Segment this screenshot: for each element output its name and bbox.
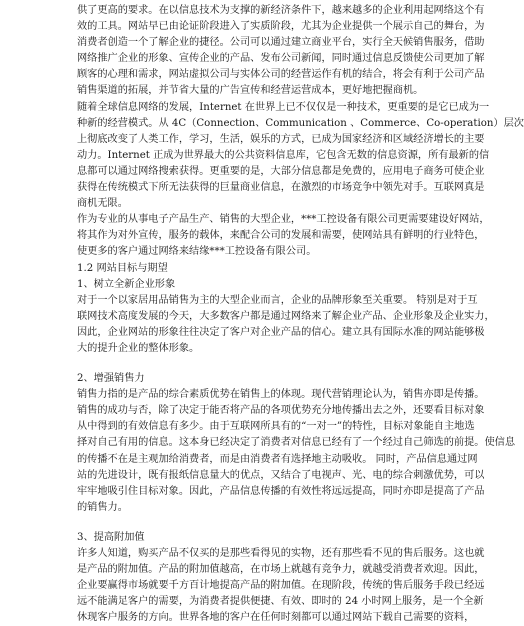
text-line: 息都可以通过网络搜索获得。更重要的是，大部分信息都是免费的，应用电子商务可使企业 [77, 165, 485, 177]
text-line: 牢牢地吸引住目标对象。因此，产品信息传播的有效性将远远提高，同时亦即是提高了产品 [77, 485, 485, 497]
paragraph-block-1 [77, 3, 524, 357]
text-line: 因此，企业网站的形象往往决定了客户对企业产品的信心。建立具有国际水准的网站能够极 [77, 326, 485, 338]
text-line: 站的先进设计，既有报纸信息量大的优点，又结合了电视声、光、电的综合刺激优势，可以 [77, 469, 485, 481]
document-body [77, 3, 524, 626]
text-line: 销售的成功与否，除了决定于能否将产品的各项优势充分地传播出去之外，还要看目标对象 [77, 405, 485, 417]
subsection-heading: 1、树立全新企业形象 [77, 278, 176, 290]
text-line: 企业要赢得市场就要千方百计地提高产品的附加值。在现阶段，传统的售后服务手段已经远 [77, 580, 485, 592]
subsection-heading: 3、提高附加值 [77, 531, 145, 543]
paragraph-block-3 [77, 530, 485, 626]
text-line: 休现客户服务的方向。世界各地的客户在任何时刻都可以通过网站下载自己需要的资料， [77, 612, 475, 624]
section-heading: 1.2 网站目标与期望 [77, 262, 168, 274]
text-line: 的销售力。 [77, 501, 128, 513]
paragraph-block-2 [77, 371, 516, 516]
text-line: 销售力指的是产品的综合素质优势在销售上的体现。现代营销理论认为，销售亦即是传播。 [77, 389, 485, 401]
text-line: 销售渠道的拓展，并节省大量的广告宣传和经营运营成本，更好地把握商机。 [77, 85, 424, 97]
text-line: 供了更高的要求。在以信息技术为支撑的新经济条件下，越来越多的企业利用起网络这个有 [77, 5, 485, 16]
text-line: 作为专业的从事电子产品生产、销售的大型企业，***工控设备有限公司更需要建设好网站， [77, 214, 490, 226]
text-line: 效的工具。网站早已由论证阶段进入了实质阶段，尤其为企业提供一个展示自己的舞台，为 [77, 21, 485, 33]
text-line: 动力。Internet 正成为世界最大的公共资料信息库，它包含无数的信息资源，所有最新的信 [77, 149, 490, 161]
text-line: 从中得到的有效信息有多少。由于互联网所具有的“一对一”的特性，目标对象能自主地选 [77, 421, 475, 433]
text-line: 是产品的附加值。产品的附加值越高，在市场上就越有竞争力，就越受消费者欢迎。因此， [77, 564, 485, 576]
text-line: 联网技术高度发展的今天，大多数客户都是通过网络来了解企业产品、企业形象及企业实力， [77, 310, 495, 322]
paragraph-gap [77, 516, 437, 530]
text-line: 商机无限。 [77, 198, 128, 210]
subsection-heading: 2、增强销售力 [77, 373, 145, 385]
text-line: 种新的经营模式。从 4C（Connection、Communication 、Commerce、Co-operation）层次 [77, 117, 524, 129]
text-line: 使更多的客户通过网络来结缘***工控设备有限公司。 [77, 246, 317, 258]
text-line: 许多人知道，购买产品不仅买的是那些看得见的实物，还有那些看不见的售后服务。这也就 [77, 548, 485, 559]
text-line: 消费者创造一个了解企业的捷径。公司可以通过建立商业平台，实行全天候销售服务，借助 [77, 37, 485, 49]
paragraph-gap [77, 357, 437, 371]
text-line: 对于一个以家居用品销售为主的大型企业而言，企业的品牌形象至关重要。 特别是对于互 [77, 294, 478, 306]
text-line: 择对自己有用的信息。这本身已经决定了消费者对信息已经有了一个经过自己筛选的前提。使信息 [77, 437, 516, 449]
text-line: 顾客的心理和需求，网站虚拟公司与实体公司的经营运作有机的结合，将会有利于公司产品 [77, 69, 485, 81]
text-line: 的传播不在是主观加给消费者，而是由消费者有选择地主动吸收。 同时，产品信息通过网 [77, 453, 478, 465]
text-line: 上彻底改变了人类工作，学习，生活，娱乐的方式，已成为国家经济和区域经济增长的主要 [77, 133, 485, 145]
text-line: 大的提升企业的整体形象。 [77, 342, 200, 354]
text-line: 远不能满足客户的需要，为消费者提供便捷、有效、即时的 24 小时网上服务，是一个全新 [77, 596, 484, 608]
text-line: 获得在传统模式下所无法获得的巨量商业信息，在激烈的市场竞争中领先对手。互联网真是 [77, 182, 485, 194]
text-line: 随着全球信息网络的发展，Internet 在世界上已不仅仅是一种技术，更重要的是它已成为一 [77, 101, 490, 113]
text-line: 将其作为对外宣传，服务的载体，来配合公司的发展和需要，使网站具有鲜明的行业特色， [77, 230, 485, 242]
text-line: 网络推广企业的形象、宣传企业的产品、发布公司新闻，同时通过信息反馈使公司更加了解 [77, 53, 485, 65]
